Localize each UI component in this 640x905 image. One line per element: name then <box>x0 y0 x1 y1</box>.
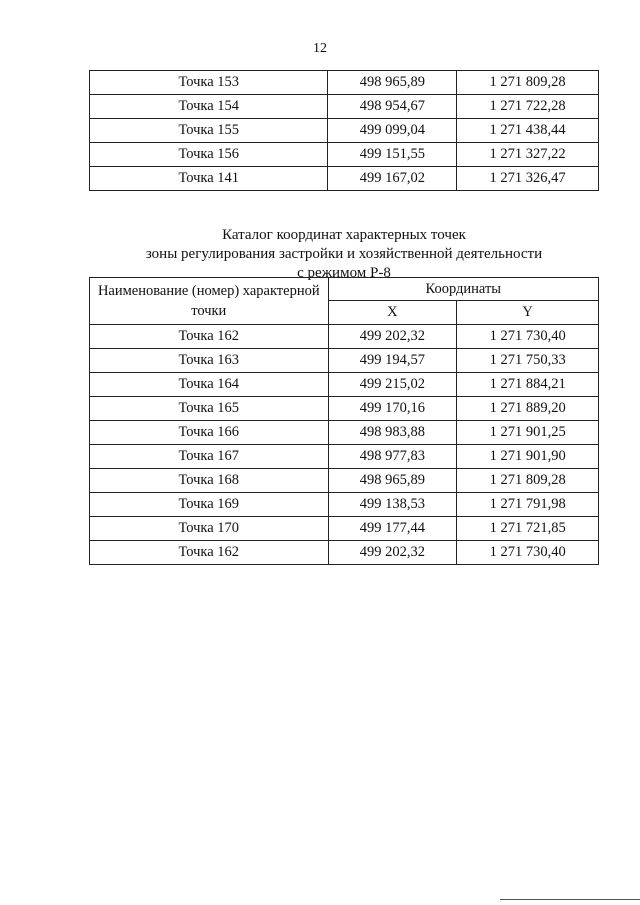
x-coordinate-cell: 498 977,83 <box>328 445 457 469</box>
header-row <box>90 278 599 301</box>
point-name-cell: Точка 163 <box>90 349 329 373</box>
point-name-cell: Точка 162 <box>90 325 329 349</box>
table-row <box>90 95 599 119</box>
x-coordinate-cell: 499 099,04 <box>328 119 457 143</box>
column-header-coordinates: Координаты <box>328 278 598 301</box>
point-name-cell: Точка 170 <box>90 517 329 541</box>
caption-line: Каталог координат характерных точек <box>222 227 466 243</box>
table-row <box>90 143 599 167</box>
table-body <box>90 71 599 191</box>
y-coordinate-cell: 1 271 901,90 <box>457 445 599 469</box>
x-coordinate-cell: 499 138,53 <box>328 493 457 517</box>
point-name-cell: Точка 168 <box>90 469 329 493</box>
table-row <box>90 349 599 373</box>
y-coordinate-cell: 1 271 730,40 <box>457 541 599 565</box>
y-coordinate-cell: 1 271 884,21 <box>457 373 599 397</box>
x-coordinate-cell: 499 202,32 <box>328 325 457 349</box>
x-coordinate-cell: 498 954,67 <box>328 95 457 119</box>
table-row <box>90 325 599 349</box>
page-number: 12 <box>313 41 327 56</box>
point-name-cell: Точка 155 <box>90 119 328 143</box>
column-header-name: Наименование (номер) характерной точки <box>90 278 329 325</box>
coordinates-table-p8 <box>89 277 599 565</box>
x-coordinate-cell: 499 202,32 <box>328 541 457 565</box>
point-name-cell: Точка 141 <box>90 167 328 191</box>
x-coordinate-cell: 499 194,57 <box>328 349 457 373</box>
point-name-cell: Точка 164 <box>90 373 329 397</box>
point-name-cell: Точка 154 <box>90 95 328 119</box>
table-row <box>90 71 599 95</box>
caption-line: зоны регулирования застройки и хозяйственной деятельности <box>145 246 543 262</box>
y-coordinate-cell: 1 271 722,28 <box>457 95 599 119</box>
x-coordinate-cell: 499 177,44 <box>328 517 457 541</box>
table-row <box>90 421 599 445</box>
table-row <box>90 373 599 397</box>
table-row <box>90 517 599 541</box>
table-row <box>90 469 599 493</box>
table-row <box>90 397 599 421</box>
x-coordinate-cell: 499 151,55 <box>328 143 457 167</box>
x-coordinate-cell: 498 965,89 <box>328 71 457 95</box>
point-name-cell: Точка 166 <box>90 421 329 445</box>
table-row <box>90 541 599 565</box>
coordinates-table-continued <box>89 70 599 191</box>
y-coordinate-cell: 1 271 326,47 <box>457 167 599 191</box>
y-coordinate-cell: 1 271 438,44 <box>457 119 599 143</box>
point-name-cell: Точка 162 <box>90 541 329 565</box>
caption-line: с режимом Р-8 <box>297 265 391 281</box>
column-header-x: X <box>328 301 457 325</box>
y-coordinate-cell: 1 271 750,33 <box>457 349 599 373</box>
x-coordinate-cell: 499 215,02 <box>328 373 457 397</box>
y-coordinate-cell: 1 271 901,25 <box>457 421 599 445</box>
y-coordinate-cell: 1 271 721,85 <box>457 517 599 541</box>
point-name-cell: Точка 169 <box>90 493 329 517</box>
table-row <box>90 167 599 191</box>
x-coordinate-cell: 499 170,16 <box>328 397 457 421</box>
edge-line <box>500 899 640 900</box>
table-caption <box>89 226 599 283</box>
point-name-cell: Точка 167 <box>90 445 329 469</box>
table-body <box>90 325 599 565</box>
y-coordinate-cell: 1 271 730,40 <box>457 325 599 349</box>
x-coordinate-cell: 499 167,02 <box>328 167 457 191</box>
table-row <box>90 445 599 469</box>
point-name-cell: Точка 165 <box>90 397 329 421</box>
point-name-cell: Точка 156 <box>90 143 328 167</box>
y-coordinate-cell: 1 271 809,28 <box>457 71 599 95</box>
table-header <box>90 278 599 325</box>
y-coordinate-cell: 1 271 889,20 <box>457 397 599 421</box>
table-row <box>90 119 599 143</box>
x-coordinate-cell: 498 983,88 <box>328 421 457 445</box>
column-header-y: Y <box>457 301 599 325</box>
y-coordinate-cell: 1 271 327,22 <box>457 143 599 167</box>
y-coordinate-cell: 1 271 809,28 <box>457 469 599 493</box>
point-name-cell: Точка 153 <box>90 71 328 95</box>
x-coordinate-cell: 498 965,89 <box>328 469 457 493</box>
y-coordinate-cell: 1 271 791,98 <box>457 493 599 517</box>
table-row <box>90 493 599 517</box>
